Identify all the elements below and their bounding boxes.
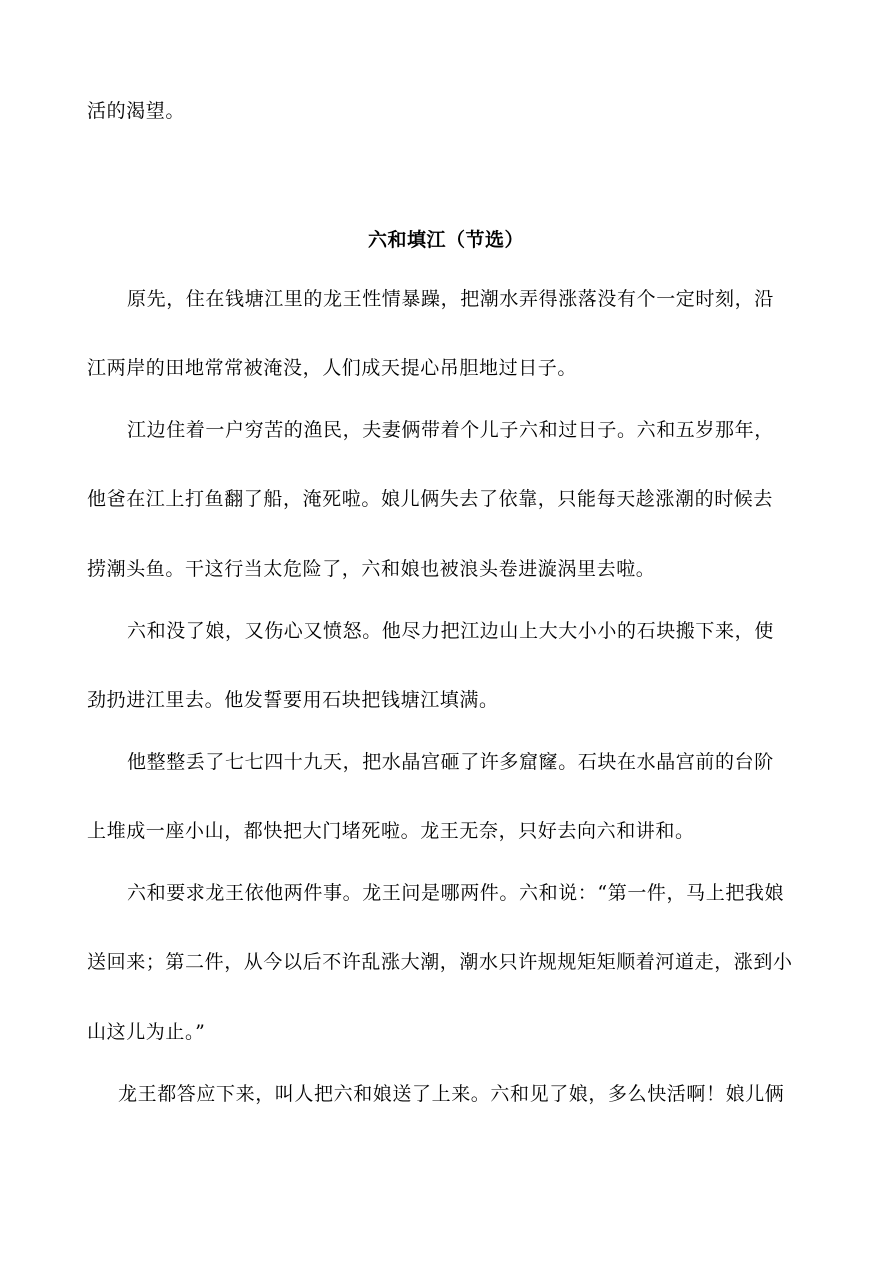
intro-line: 活的渴望。 [87,100,186,122]
paragraph-2-line-2: 他爸在江上打鱼翻了船，淹死啦。娘儿俩失去了依靠，只能每天趁涨潮的时候去 [87,488,774,510]
paragraph-5-line-1: 六和要求龙王依他两件事。龙王问是哪两件。六和说：“第一件，马上把我娘 [127,882,785,904]
paragraph-6-line-1: 龙王都答应下来，叫人把六和娘送了上来。六和见了娘，多么快活啊！娘儿俩 [118,1083,785,1105]
paragraph-3-line-1: 六和没了娘，又伤心又愤怒。他尽力把江边山上大大小小的石块搬下来，使 [127,620,774,642]
paragraph-3-line-2: 劲扔进江里去。他发誓要用石块把钱塘江填满。 [87,689,499,711]
paragraph-1-line-2: 江两岸的田地常常被淹没，人们成天提心吊胆地过日子。 [87,357,578,379]
paragraph-5-line-3: 山这儿为止。” [87,1021,206,1043]
paragraph-2-line-1: 江边住着一户穷苦的渔民，夫妻俩带着个儿子六和过日子。六和五岁那年， [127,419,774,441]
story-title: 六和填江（节选） [367,229,524,251]
paragraph-1-line-1: 原先，住在钱塘江里的龙王性情暴躁，把潮水弄得涨落没有个一定时刻，沿 [127,288,774,310]
paragraph-4-line-2: 上堆成一座小山，都快把大门堵死啦。龙王无奈，只好去向六和讲和。 [87,820,695,842]
paragraph-5-line-2: 送回来；第二件，从今以后不许乱涨大潮，潮水只许规规矩矩顺着河道走，涨到小 [87,951,793,973]
paragraph-4-line-1: 他整整丢了七七四十九天，把水晶宫砸了许多窟窿。石块在水晶宫前的台阶 [127,751,774,773]
paragraph-2-line-3: 捞潮头鱼。干这行当太危险了，六和娘也被浪头卷进漩涡里去啦。 [87,558,656,580]
